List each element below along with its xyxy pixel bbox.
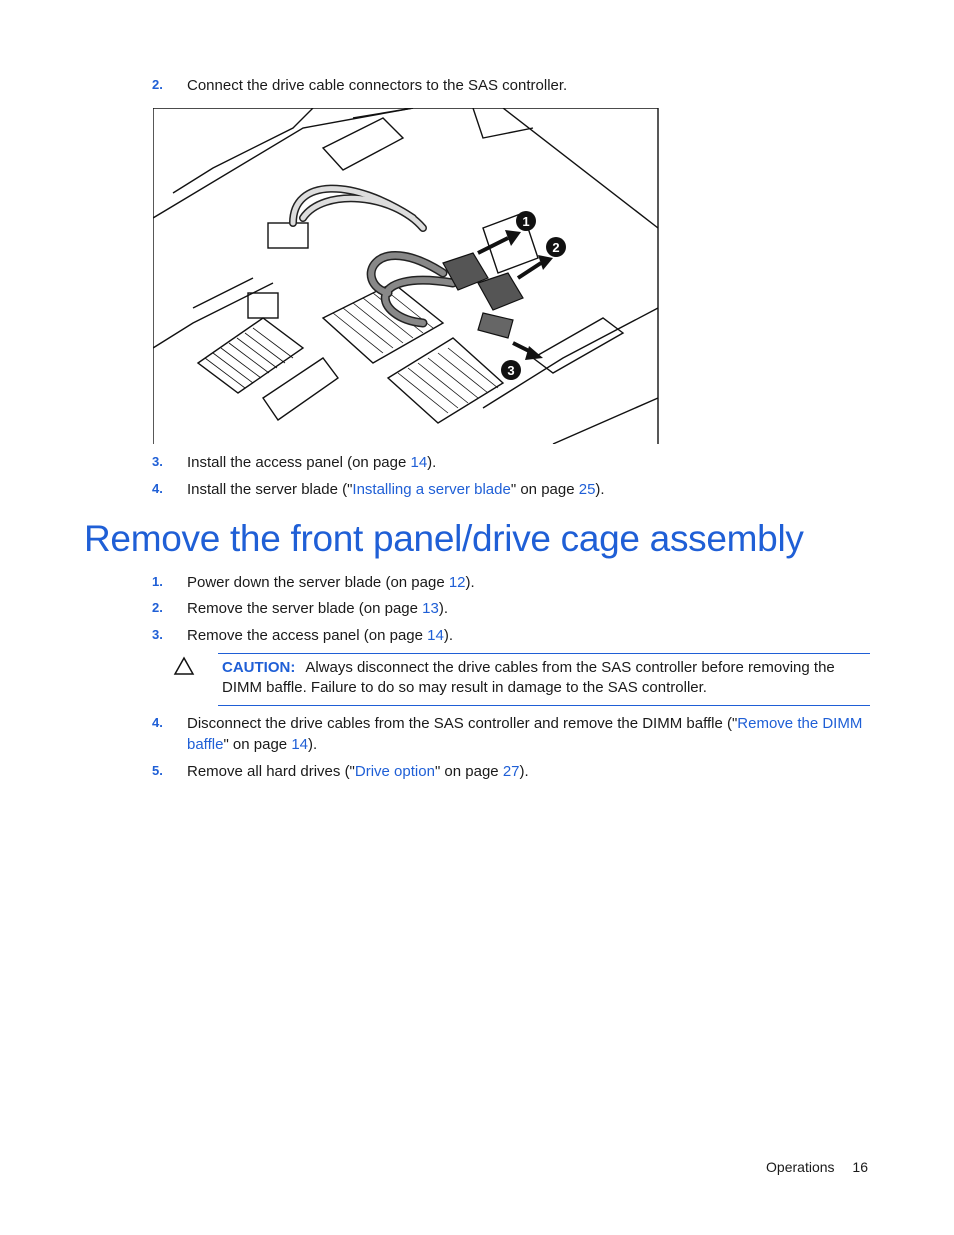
step-number: 5. — [152, 763, 163, 778]
step-number: 4. — [152, 715, 163, 730]
caution-text — [222, 658, 862, 698]
page-link[interactable]: 12 — [448, 574, 466, 591]
text-fragment: Install the access panel (on page — [187, 454, 411, 471]
text-fragment: Remove all hard drives (" — [187, 763, 355, 780]
page-link[interactable]: 13 — [422, 600, 439, 617]
page-link[interactable]: 14 — [427, 627, 444, 644]
step-text — [187, 452, 877, 473]
text-fragment: ). — [465, 574, 475, 591]
text-fragment: ). — [595, 481, 605, 498]
callout-label: 3 — [507, 363, 515, 378]
caution-message: Always disconnect the drive cables from the SAS controller before removing the DIMM baffle. Failure to do so may result in damage to the SAS controller. — [222, 659, 835, 696]
topic-link[interactable]: Installing a server blade — [352, 481, 511, 498]
footer-page-number: 16 — [852, 1159, 868, 1175]
text-fragment: Install the server blade (" — [187, 481, 353, 498]
text-fragment: Remove the access panel (on page — [187, 627, 428, 644]
step-text — [187, 572, 877, 593]
step-number: 2. — [152, 600, 163, 615]
sas-controller-illustration — [153, 108, 659, 444]
page-link[interactable]: 14 — [410, 454, 428, 471]
callout-1 — [516, 211, 536, 231]
page-link[interactable]: 25 — [578, 481, 596, 498]
caution-icon — [173, 656, 195, 676]
step-text — [187, 713, 877, 755]
callout-3 — [501, 360, 521, 380]
step-number: 3. — [152, 454, 163, 469]
caution-box — [218, 653, 870, 706]
topic-link[interactable]: Remove the DIMM baffle — [187, 715, 863, 753]
callout-2 — [546, 237, 566, 257]
text-fragment: " on page — [223, 736, 292, 753]
text-fragment: ). — [427, 454, 437, 471]
text-fragment: " on page — [510, 481, 579, 498]
text-fragment: " on page — [434, 763, 503, 780]
callout-label: 2 — [552, 240, 560, 255]
step-text — [187, 598, 877, 619]
text-fragment: ). — [308, 736, 318, 753]
caution-label: CAUTION: — [222, 659, 296, 676]
page-link[interactable]: 14 — [291, 736, 309, 753]
text-fragment: Disconnect the drive cables from the SAS controller and remove the DIMM baffle (" — [187, 715, 738, 732]
text-fragment: ). — [519, 763, 529, 780]
text-fragment: Power down the server blade (on page — [187, 574, 449, 591]
step-text — [187, 479, 877, 500]
step-number: 2. — [152, 77, 163, 92]
text-fragment: Remove the server blade (on page — [187, 600, 423, 617]
step-number: 4. — [152, 481, 163, 496]
step-text — [187, 625, 877, 646]
text-fragment: ). — [438, 600, 448, 617]
step-text — [187, 761, 877, 782]
callout-label: 1 — [522, 214, 530, 229]
step-text: Connect the drive cable connectors to the SAS controller. — [187, 77, 568, 94]
footer-section: Operations — [766, 1159, 835, 1175]
text-fragment: ). — [443, 627, 454, 644]
step-number: 1. — [152, 574, 163, 589]
section-heading: Remove the front panel/drive cage assembly — [84, 518, 804, 559]
step-number: 3. — [152, 627, 163, 642]
page-footer — [766, 1159, 868, 1175]
topic-link[interactable]: Drive option — [354, 763, 435, 780]
page-link[interactable]: 27 — [502, 763, 520, 780]
cable-connector-diagram — [153, 108, 659, 444]
